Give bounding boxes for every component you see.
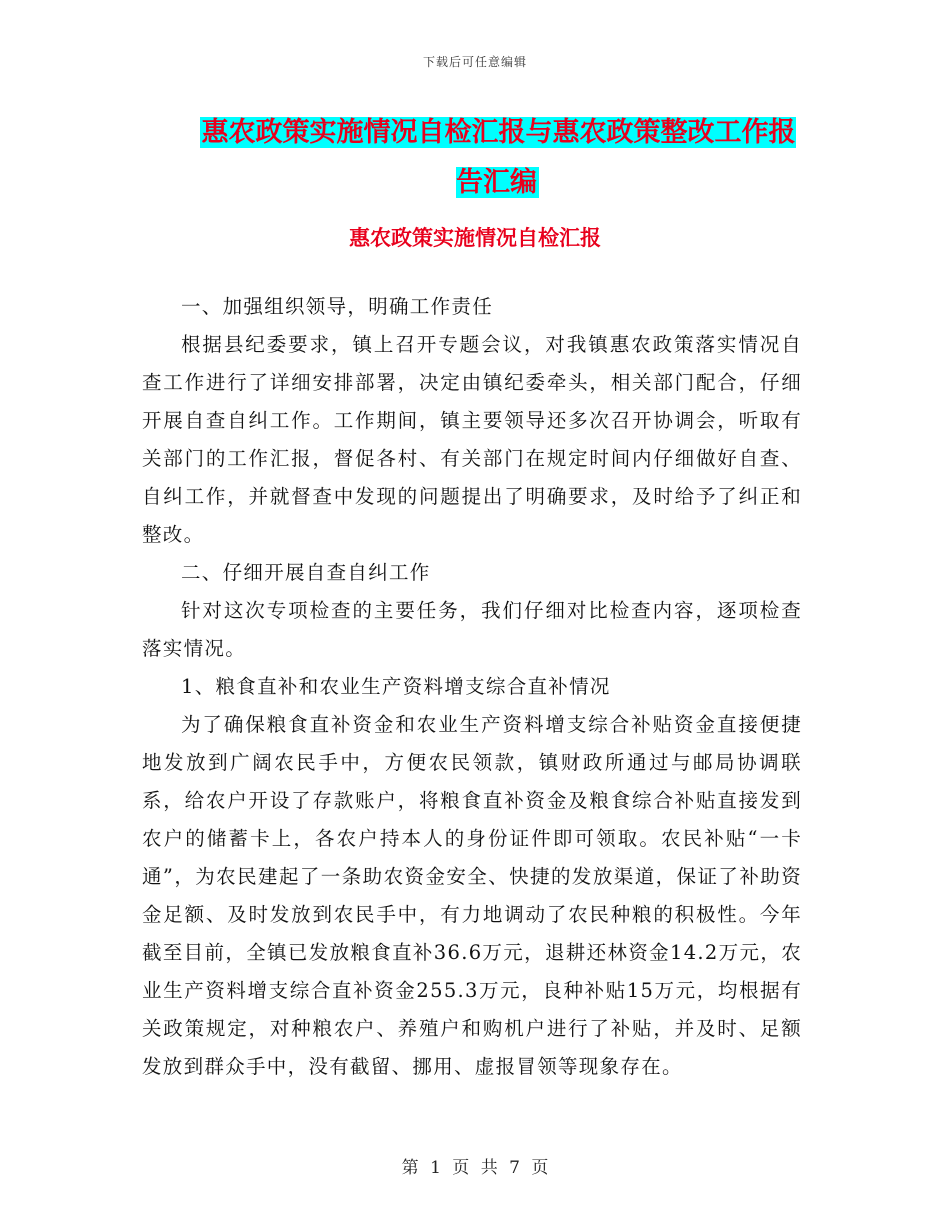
heading-grain-subsidy: 1、粮食直补和农业生产资料增支综合直补情况 <box>181 675 611 698</box>
section-title: 惠农政策实施情况自检汇报 <box>349 225 601 250</box>
document-body <box>142 288 802 1086</box>
heading-organization: 一、加强组织领导，明确工作责任 <box>181 295 494 318</box>
page-footer: 第 1 页 共 7 页 <box>401 1158 549 1178</box>
paragraph-grain-subsidy: 为了确保粮食直补资金和农业生产资料增支综合补贴资金直接便捷地发放到广阔农民手中，方便农民领款，镇财政所通过与邮局协调联系，给农户开设了存款账户，将粮食直补资金及粮食综合补贴直接发到农户的储蓄卡上，各农户持本人的身份证件即可领取。农民补贴“一卡通”，为农民建起了一条助农资金安全、快捷的发放渠道，保证了补助资金足额、及时发放到农民手中，有力地调动了农民种粮的积极性。今年截至目前，全镇已发放粮食直补36.6万元，退耕还林资金14.2万元，农业生产资料增支综合直补资金255.3万元，良种补贴15万元，均根据有关政策规定，对种粮农户、养殖户和购机户进行了补贴，并及时、足额发放到群众手中，没有截留、挪用、虚报冒领等现象存在。 <box>142 713 802 1078</box>
main-title-text: 惠农政策实施情况自检汇报与惠农政策整改工作报告汇编 <box>201 117 796 198</box>
paragraph-organization: 根据县纪委要求，镇上召开专题会议，对我镇惠农政策落实情况自查工作进行了详细安排部署，决定由镇纪委牵头，相关部门配合，仔细开展自查自纠工作。工作期间，镇主要领导还多次召开协调会，听取有关部门的工作汇报，督促各村、有关部门在规定时间内仔细做好自查、自纠工作，并就督查中发现的问题提出了明确要求，及时给予了纠正和整改。 <box>142 333 802 546</box>
header-note: 下载后可任意编辑 <box>422 55 527 69</box>
paragraph-self-inspection: 针对这次专项检查的主要任务，我们仔细对比检查内容，逐项检查落实情况。 <box>142 599 802 660</box>
heading-self-inspection: 二、仔细开展自查自纠工作 <box>181 561 431 584</box>
document-main-title <box>190 108 805 208</box>
